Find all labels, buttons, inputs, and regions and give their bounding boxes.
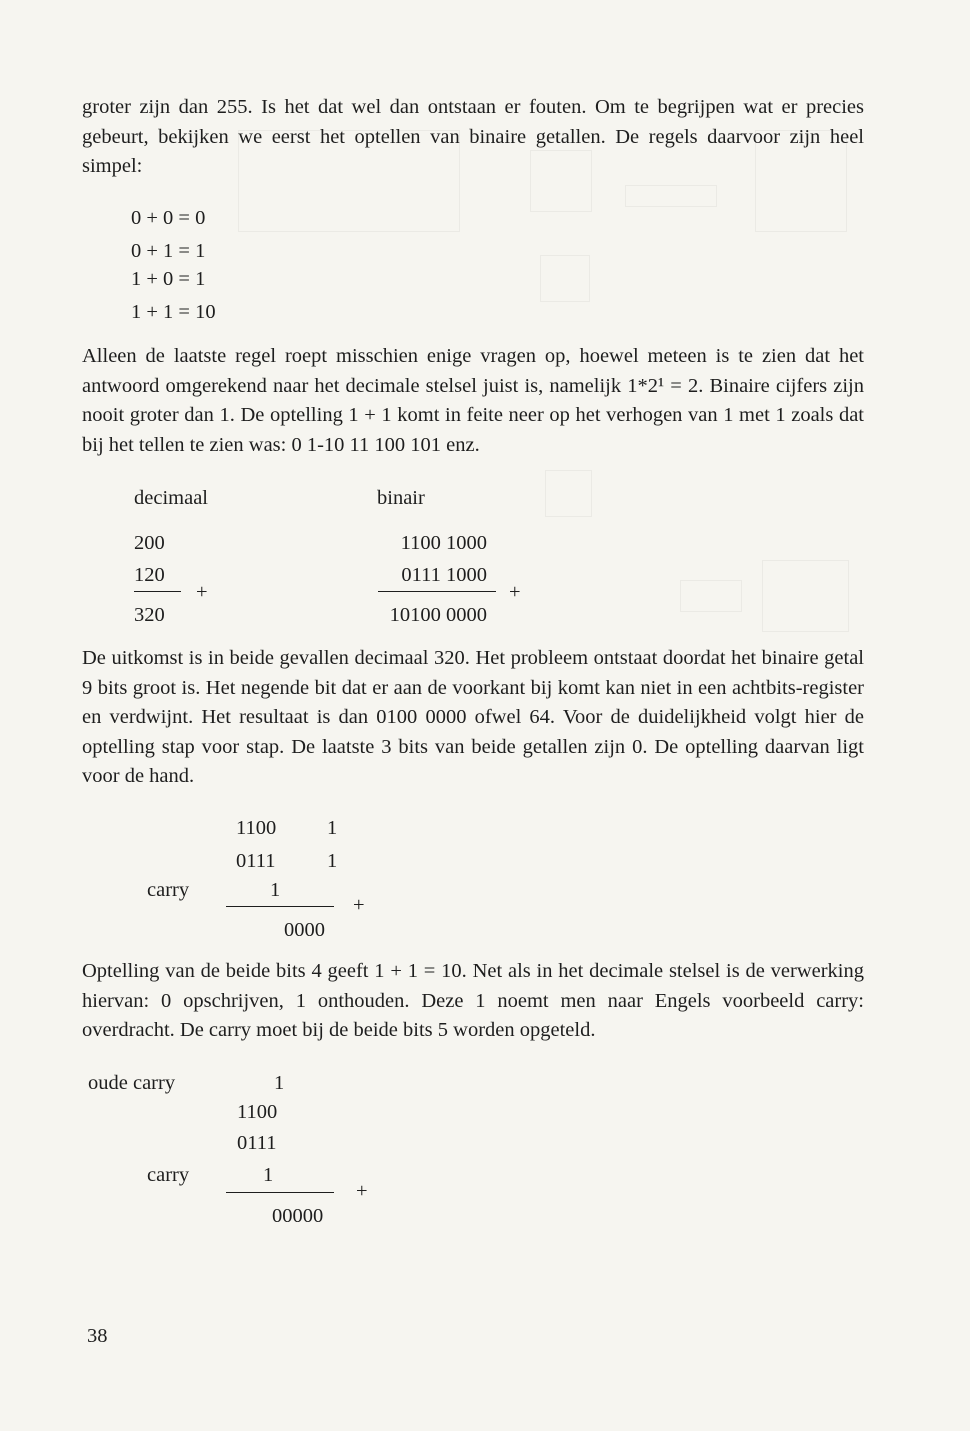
rule-line: 0 + 1 = 1 [131,240,206,262]
decimal-operand-a: 200 [134,532,165,554]
step1-row1-bits: 1100 [236,817,277,839]
step2-carry-value: 1 [263,1164,274,1186]
step2-old-carry-label: oude carry [88,1072,176,1094]
showthrough-box [545,470,592,517]
showthrough-box [680,580,742,612]
paragraph-intro: groter zijn dan 255. Is het dat wel dan ontstaan er fouten. Om te begrijpen wat er precies gebeurt, bekijken we eerst het optellen van binaire getallen. De regels daarvoor zijn heel simpel: [82,96,864,177]
step2-row1: 1100 [237,1101,278,1123]
decimal-operand-b: 120 [134,564,165,586]
step2-old-carry-value: 1 [274,1072,285,1094]
step2-result: 00000 [272,1205,324,1227]
binary-sum-rule [378,591,496,592]
binary-plus-sign: + [509,581,521,603]
showthrough-box [540,255,590,302]
paragraph-carry: Optelling van de beide bits 4 geeft 1 + 1 = 10. Net als in het decimale stelsel is de verwerking hiervan: 0 opschrijven, 1 onthouden. Deze 1 noemt men naar Engels voorbeeld carry: overdracht. De carry moet bij de beide bits 5 worden opgeteld. [82,960,864,1041]
page-number: 38 [87,1325,108,1347]
decimal-sum: 320 [134,604,165,626]
binary-header: binair [377,487,425,509]
binary-sum: 10100 0000 [389,604,487,626]
paragraph-problem: De uitkomst is in beide gevallen decimaal 320. Het probleem ontstaat doordat het binaire getal 9 bits groot is. Het negende bit dat er aan de voorkant bij komt kan niet in een achtbits-register en verdwijnt. Het resultaat is dan 0100 0000 ofwel 64. Voor de duidelijkheid volgt hier de optelling stap voor stap. De laatste 3 bits van beide getallen zijn 0. De optelling daarvan ligt voor de hand. [82,647,864,787]
step2-carry-label: carry [147,1164,190,1186]
paragraph-explanation: Alleen de laatste regel roept misschien enige vragen op, hoewel meteen is te zien dat het antwoord omgerekend naar het decimale stelsel juist is, namelijk 1*2¹ = 2. Binaire cijfers zijn nooit groter dan 1. De optelling 1 + 1 komt in feite neer op het verhogen van 1 met 1 zoals dat bij het tellen te zien was: 0 1-10 11 100 101 enz. [82,345,864,456]
step1-row2-bits: 0111 [236,850,276,872]
step2-sum-rule [226,1192,334,1193]
rule-line: 1 + 1 = 10 [131,301,216,323]
decimal-sum-rule [134,591,181,592]
showthrough-box [762,560,849,632]
step1-result: 0000 [284,919,325,941]
step1-carry-value: 1 [270,879,281,901]
showthrough-box [625,185,717,207]
rule-line: 0 + 0 = 0 [131,207,206,229]
step1-sum-rule [226,906,334,907]
binary-operand-a: 1100 1000 [400,532,487,554]
step1-row2-tail: 1 [327,850,338,872]
step1-carry-label: carry [147,879,190,901]
step2-plus-sign: + [356,1180,368,1202]
step1-plus-sign: + [353,894,365,916]
rule-line: 1 + 0 = 1 [131,268,206,290]
step2-row2: 0111 [237,1132,277,1154]
decimal-plus-sign: + [196,581,208,603]
decimal-header: decimaal [134,487,208,509]
step1-row1-tail: 1 [327,817,338,839]
binary-operand-b: 0111 1000 [401,564,487,586]
